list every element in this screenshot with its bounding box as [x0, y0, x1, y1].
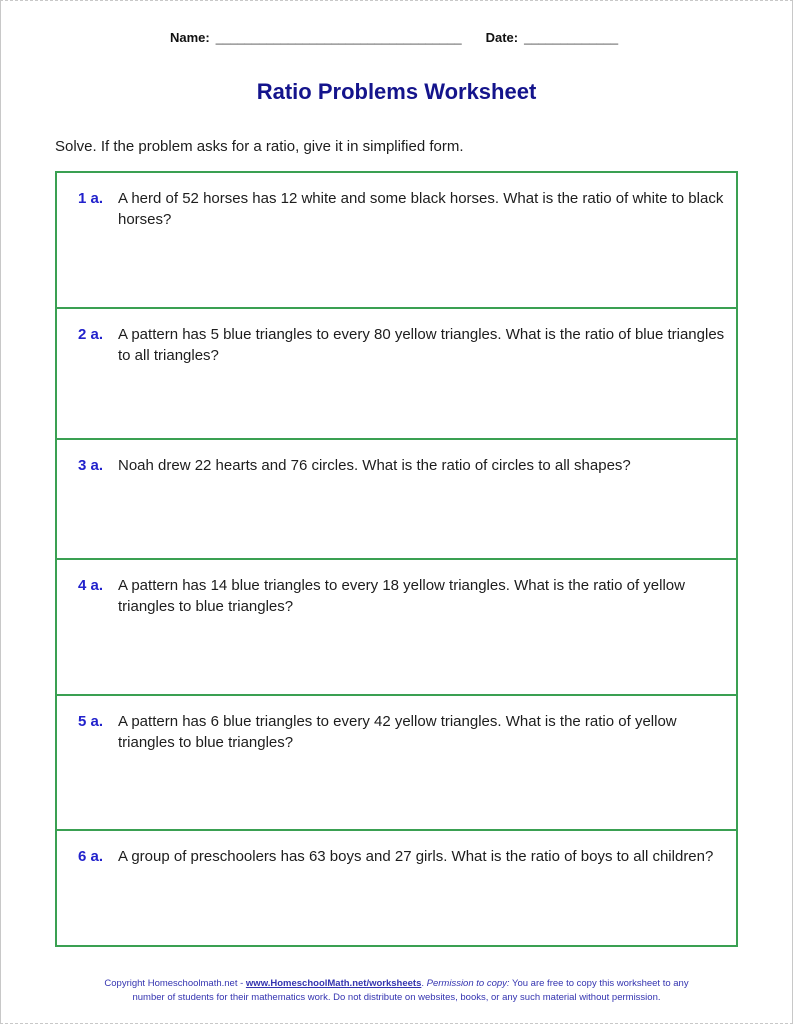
- problem-number: 1 a.: [77, 190, 103, 207]
- problem-row-2: [55, 307, 738, 440]
- permission-label: Permission to copy:: [426, 978, 510, 989]
- problem-row-5: [55, 694, 738, 831]
- worksheets-link[interactable]: www.HomeschoolMath.net/worksheets: [245, 978, 422, 989]
- permission-text: You are free to copy this worksheet to any number of students for their mathematics work. Do not distribute on websites, books, or any such material without permission.: [132, 978, 689, 1003]
- instruction-text: Solve. If the problem asks for a ratio, give it in simplified form.: [55, 138, 464, 155]
- problems-list: [55, 171, 738, 947]
- name-date-row: [170, 30, 792, 45]
- problem-text: A pattern has 14 blue triangles to every 18 yellow triangles. What is the ratio of yellow triangles to blue triangles?: [118, 577, 685, 615]
- problem-row-6: [55, 829, 738, 947]
- problem-row-1: [55, 171, 738, 309]
- copyright-prefix: Copyright Homeschoolmath.net -: [104, 978, 246, 989]
- problem-number: 6 a.: [77, 848, 103, 865]
- problem-row-4: [55, 558, 738, 696]
- date-label: Date:: [485, 30, 519, 45]
- footer: [1, 977, 792, 1005]
- problem-text: A herd of 52 horses has 12 white and some black horses. What is the ratio of white to black horses?: [118, 190, 724, 228]
- problem-number: 5 a.: [77, 713, 103, 730]
- name-label: Name:: [170, 30, 210, 45]
- problem-row-3: [55, 438, 738, 560]
- problem-text: A pattern has 6 blue triangles to every 42 yellow triangles. What is the ratio of yellow triangles to blue triangles?: [118, 713, 677, 751]
- page-title: Ratio Problems Worksheet: [256, 79, 537, 104]
- copyright-text: [99, 977, 695, 1005]
- problem-number: 2 a.: [77, 326, 103, 343]
- problem-number: 3 a.: [77, 457, 103, 474]
- problem-text: A pattern has 5 blue triangles to every 80 yellow triangles. What is the ratio of blue triangles to all triangles?: [118, 326, 725, 364]
- problem-text: A group of preschoolers has 63 boys and 27 girls. What is the ratio of boys to all children?: [118, 848, 714, 865]
- link-suffix: .: [421, 978, 427, 989]
- date-blank-line: _____________: [524, 30, 619, 45]
- problem-text: Noah drew 22 hearts and 76 circles. What is the ratio of circles to all shapes?: [118, 457, 631, 474]
- name-blank-line: __________________________________: [215, 30, 462, 45]
- problem-number: 4 a.: [77, 577, 103, 594]
